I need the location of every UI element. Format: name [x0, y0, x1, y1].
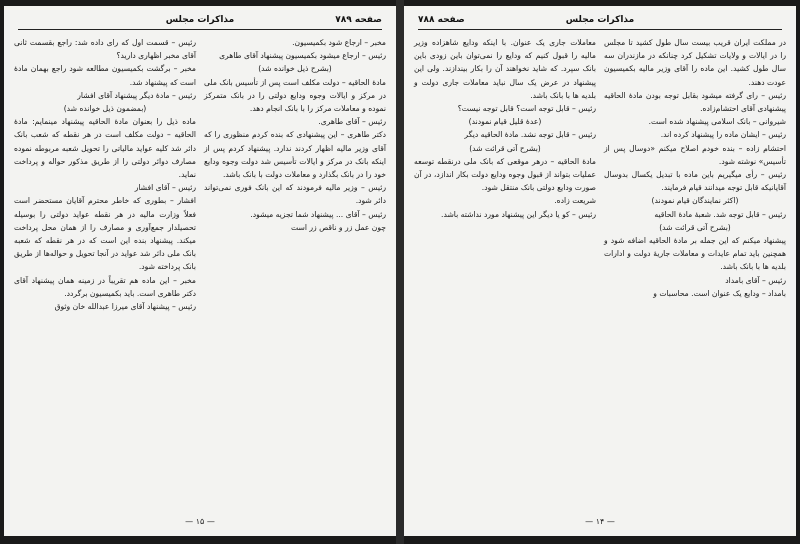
paragraph: شیروانی – بانک اسلامی پیشنهاد شده است.: [648, 117, 786, 127]
right-page: [404, 6, 796, 536]
paragraph: (عدهٔ قلیل قیام نمودند): [468, 117, 542, 127]
text-column-right: [204, 36, 386, 504]
paragraph: معاملات جاری یک عنوان. با اینکه ودایع شاهزاده وزیر مالیه را قبول کنیم که ودایع را نمی‌توان باین زودی باین بانک سپرد. که شاید نخواهند آن را بکار بیندازند. ولی این پیشنهاد در عرض یک سال نباید معاملات جاری دولت و بلدیه ها با بانک باشد.: [414, 38, 596, 100]
paragraph: (بشرح آتی قرائت شد): [469, 143, 541, 153]
paragraph: رئیس – ارجاع میشود بکمیسیون پیشنهاد آقای طاهری: [219, 51, 386, 61]
paragraph: مخبر – این ماده هم تقریباً در زمینه همان پیشنهاد آقای دکتر طاهری است. باید بکمیسیون برگردد.: [14, 275, 196, 298]
paragraph: پیشنهاد میکنم که این جمله بر مادهٔ الحاقیه اضافه شود و همچنین باید تمام عایدات و معاملات جاریهٔ دولت و ادارات بلدیه ها با بانک باشد.: [604, 236, 786, 272]
text-column-right: [604, 36, 786, 504]
paragraph: رئیس – قسمت اول که رای داده شد: راجع بقسمت ثانی آقای مخبر اظهاری دارید؟: [14, 38, 196, 61]
paragraph: دکتر طاهری – این پیشنهادی که بنده کردم منظوری را که آقای وزیر مالیه اظهار کردند ندارد. پیشنهاد کردم پس از اینکه بانک در مرکز و ایالات تأسیس شد دولت وجوه ودایع خود را در بانک بگذارد و معاملات دولت با بانک باشد.: [204, 130, 386, 180]
paragraph: افشار – بطوری که خاطر محترم آقایان مستحضر است فعلاً وزارت مالیه در هر نقطه عواید دولتی را بوسیله تحصیلدار جمع‌آوری و مصارف را از همان محل پرداخت میکند. پیشنهاد بنده این است که در هر نقطه که شعبه بانک ملی دائر شد عواید در آنجا تحویل و حواله‌ها از طریق بانک پرداخته شود.: [14, 196, 196, 272]
page-footer-number: — ۱۵ —: [185, 517, 215, 526]
paragraph: رئیس – رأی میگیریم باین ماده با تبدیل یکسال بدوسال آقایانیکه قابل توجه میدانند قیام فرمایند.: [604, 170, 786, 193]
paragraph: رئیس – قابل توجه نشد. مادهٔ الحاقیه دیگر: [464, 130, 596, 140]
paragraph: مخبر – ارجاع شود بکمیسیون.: [292, 38, 386, 47]
paragraph: رئیس – آقای افشار: [134, 183, 196, 193]
paragraph: بامداد – ودایع یک عنوان است. محاسبات و: [653, 288, 786, 298]
paragraph: رئیس – آقای بامداد: [725, 275, 786, 285]
paragraph: رئیس – قابل توجه شد. شعبهٔ مادهٔ الحاقیه: [654, 209, 786, 219]
paragraph: مادهٔ الحاقیه – درهر موقعی که بانک ملی درنقطه توسعه عملیات بتواند از قبول وجوه ودایع دولت بکار اندازد، در آن صورت ودایع دولتی بانک منتقل شود.: [414, 156, 596, 193]
paragraph: (بشرح آتی قرائت شد): [659, 222, 731, 232]
paragraph: رئیس – مادهٔ دیگر پیشنهاد آقای افشار: [77, 90, 196, 100]
running-title: مذاکرات مجلس: [165, 15, 235, 25]
paragraph: چون عمل زر و ناقص زر است: [291, 222, 386, 232]
paragraph: (بشرح ذیل خوانده شد): [258, 64, 332, 74]
text-column-left: [414, 36, 596, 504]
paragraph: (اکثر نمایندگان قیام نمودند): [651, 196, 739, 206]
paragraph: (بمضمون ذیل خوانده شد): [63, 104, 147, 114]
paragraph: در مملکت ایران قریب بیست سال طول کشید تا مجلس را در ایالات و ولایات تشکیل کرد چنانکه در مازندران سه سال طول کشید. این ماده را آقای وزیر مالیه بکمیسیون عودت دهند.: [604, 38, 786, 87]
page-number: صفحه ۷۸۹: [335, 15, 382, 25]
page-header: [418, 14, 782, 30]
running-title: مذاکرات مجلس: [565, 15, 635, 25]
paragraph: رئیس – کو یا دیگر این پیشنهاد مورد نداشته باشد.: [441, 209, 596, 219]
page-header: [18, 14, 382, 30]
left-page: [4, 6, 396, 536]
paragraph: رئیس – آقای طاهری.: [318, 117, 386, 127]
paragraph: احتشام زاده – بنده خودم اصلاح میکنم «دوسال پس از تأسیس» نوشته شود.: [604, 143, 786, 166]
paragraph: مخبر – برگشت بکمیسیون مطالعه شود راجع بهمان مادهٔ است که پیشنهاد شد.: [14, 64, 196, 87]
paragraph: رئیس – ایشان ماده را پیشنهاد کرده اند.: [660, 130, 786, 140]
text-column-left: [14, 36, 196, 504]
paragraph: رئیس – پیشنهاد آقای میرزا عبدالله خان وثوق: [54, 302, 196, 312]
paragraph: رئیس – آقای ... پیشنهاد شما تجزیه میشود.: [250, 209, 386, 219]
page-number: صفحه ۷۸۸: [418, 15, 465, 25]
paragraph: ماده ذیل را بعنوان مادهٔ الحاقیه پیشنهاد مینمایم: مادهٔ الحاقیه – دولت مکلف است در هر نقطه که شعب بانک دائر شد کلیه عواید مالیاتی را تحویل شعبه مربوطه نموده مصارف دوائر دولتی را از طریق مذکور حواله و پرداخت نماید.: [14, 117, 196, 180]
paragraph: شریعت زاده.: [554, 196, 596, 206]
paragraph: رئیس – قابل توجه است؟ قابل توجه نیست؟: [457, 104, 596, 114]
paragraph: رئیس – وزیر مالیه فرمودند که این بانک فوری نمی‌تواند دائر شود.: [204, 183, 386, 206]
page-footer-number: — ۱۴ —: [585, 517, 615, 526]
paragraph: رئیس – رای گرفته میشود بقابل توجه بودن مادهٔ الحاقیه پیشنهادی آقای احتشام‌زاده.: [604, 90, 786, 114]
book-spine: [396, 0, 404, 544]
paragraph: مادهٔ الحاقیه – دولت مکلف است پس از تأسیس بانک ملی در مرکز و ایالات وجوه ودایع دولتی را در بانک متمرکز نموده و معاملات مرکز را با بانک انجام دهد.: [204, 77, 386, 114]
